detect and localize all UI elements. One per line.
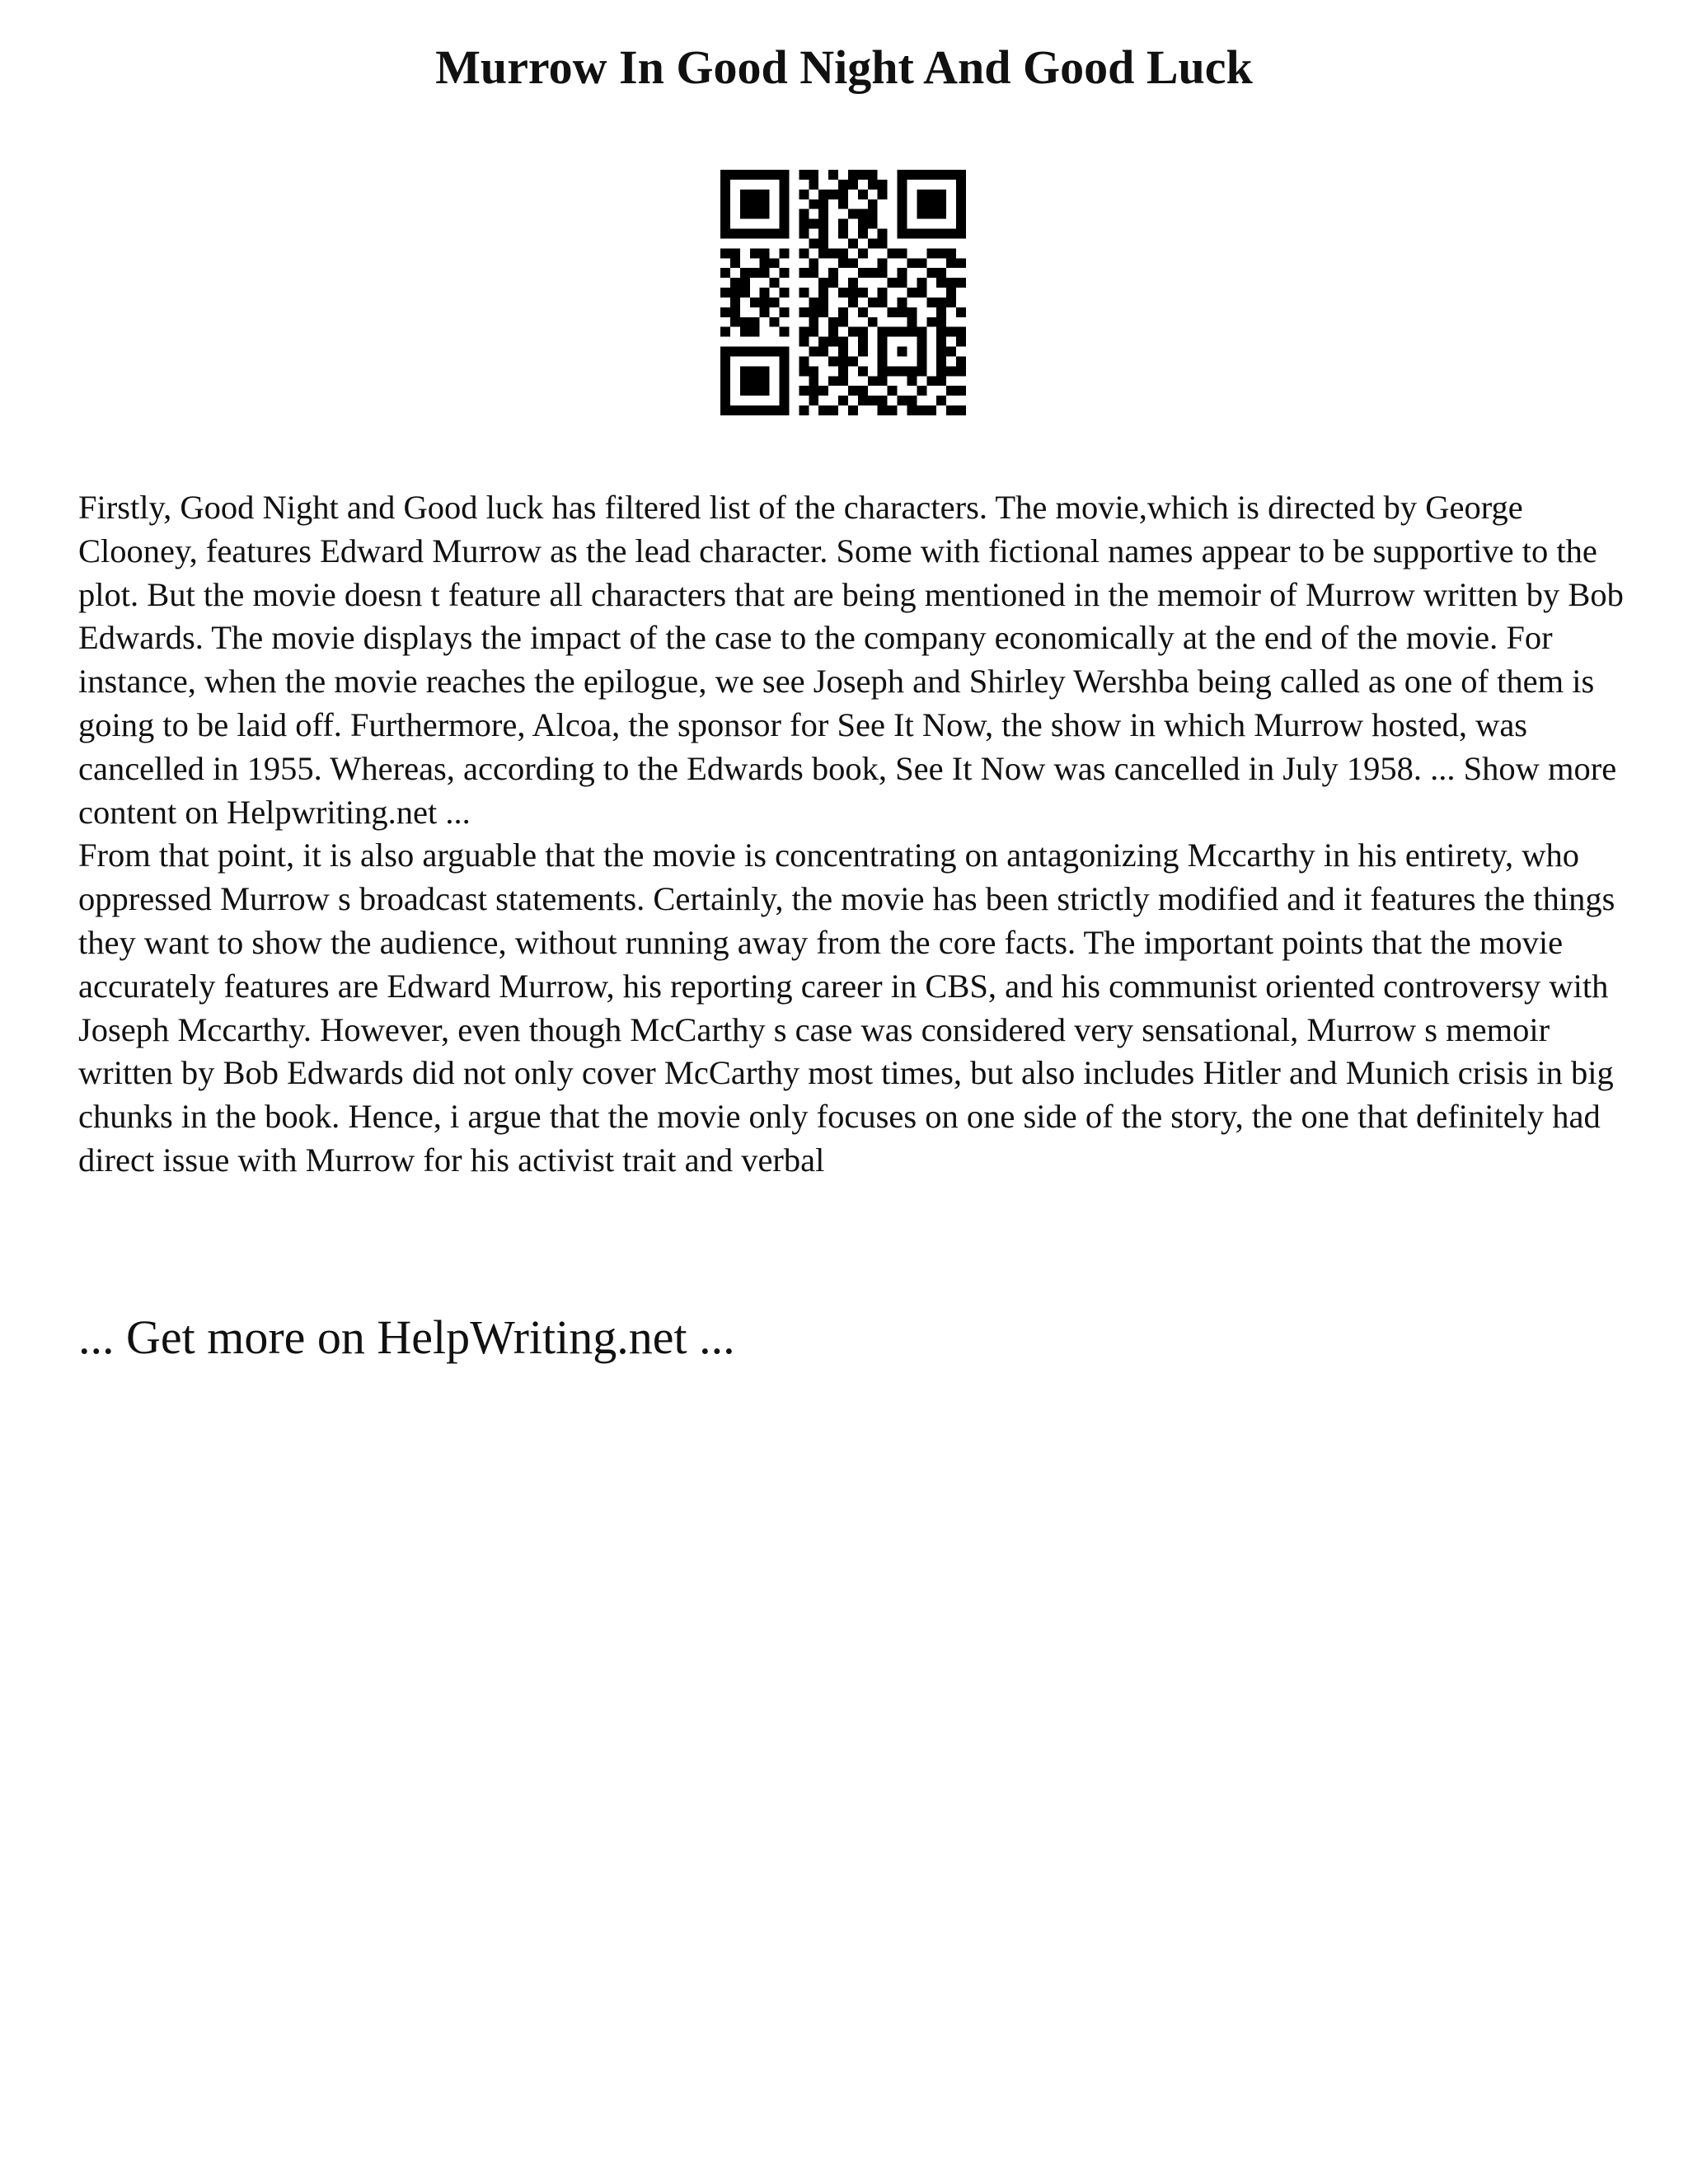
body-paragraph-1: Firstly, Good Night and Good luck has filtered list of the characters. The movie,which is directed by George Clooney, features Edward Murrow as the lead character. Some with fictional names appear to be supportive to the plot. But the movie doesn t feature all characters that are being mentioned in the memoir of Murrow written by Bob Edwards. The movie displays the impact of the case to the company economically at the end of the movie. For instance, when the movie reaches the epilogue, we see Joseph and Shirley Wershba being called as one of them is going to be laid off. Furthermore, Alcoa, the sponsor for See It Now, the show in which Murrow hosted, was cancelled in 1955. Whereas, according to the Edwards book, See It Now was cancelled in July 1958. ... Show more content on Helpwriting.net ... bbox=[78, 489, 1624, 831]
document-title: Murrow In Good Night And Good Luck bbox=[435, 40, 1253, 94]
get-more-link[interactable]: ... Get more on HelpWriting.net ... bbox=[78, 1310, 735, 1364]
qr-code-icon bbox=[720, 170, 966, 415]
document-body bbox=[78, 486, 1628, 1183]
body-paragraph-2: From that point, it is also arguable that the movie is concentrating on antagonizing Mccarthy in his entirety, who oppressed Murrow s broadcast statements. Certainly, the movie has been strictly modified and it features the things they want to show the audience, without running away from the core facts. The important points that the movie accurately features are Edward Murrow, his reporting career in CBS, and his communist oriented controversy with Joseph Mccarthy. However, even though McCarthy s case was considered very sensational, Murrow s memoir written by Bob Edwards did not only cover McCarthy most times, but also includes Hitler and Munich crisis in big chunks in the book. Hence, i argue that the movie only focuses on one side of the story, the one that definitely had direct issue with Murrow for his activist trait and verbal bbox=[78, 837, 1615, 1179]
